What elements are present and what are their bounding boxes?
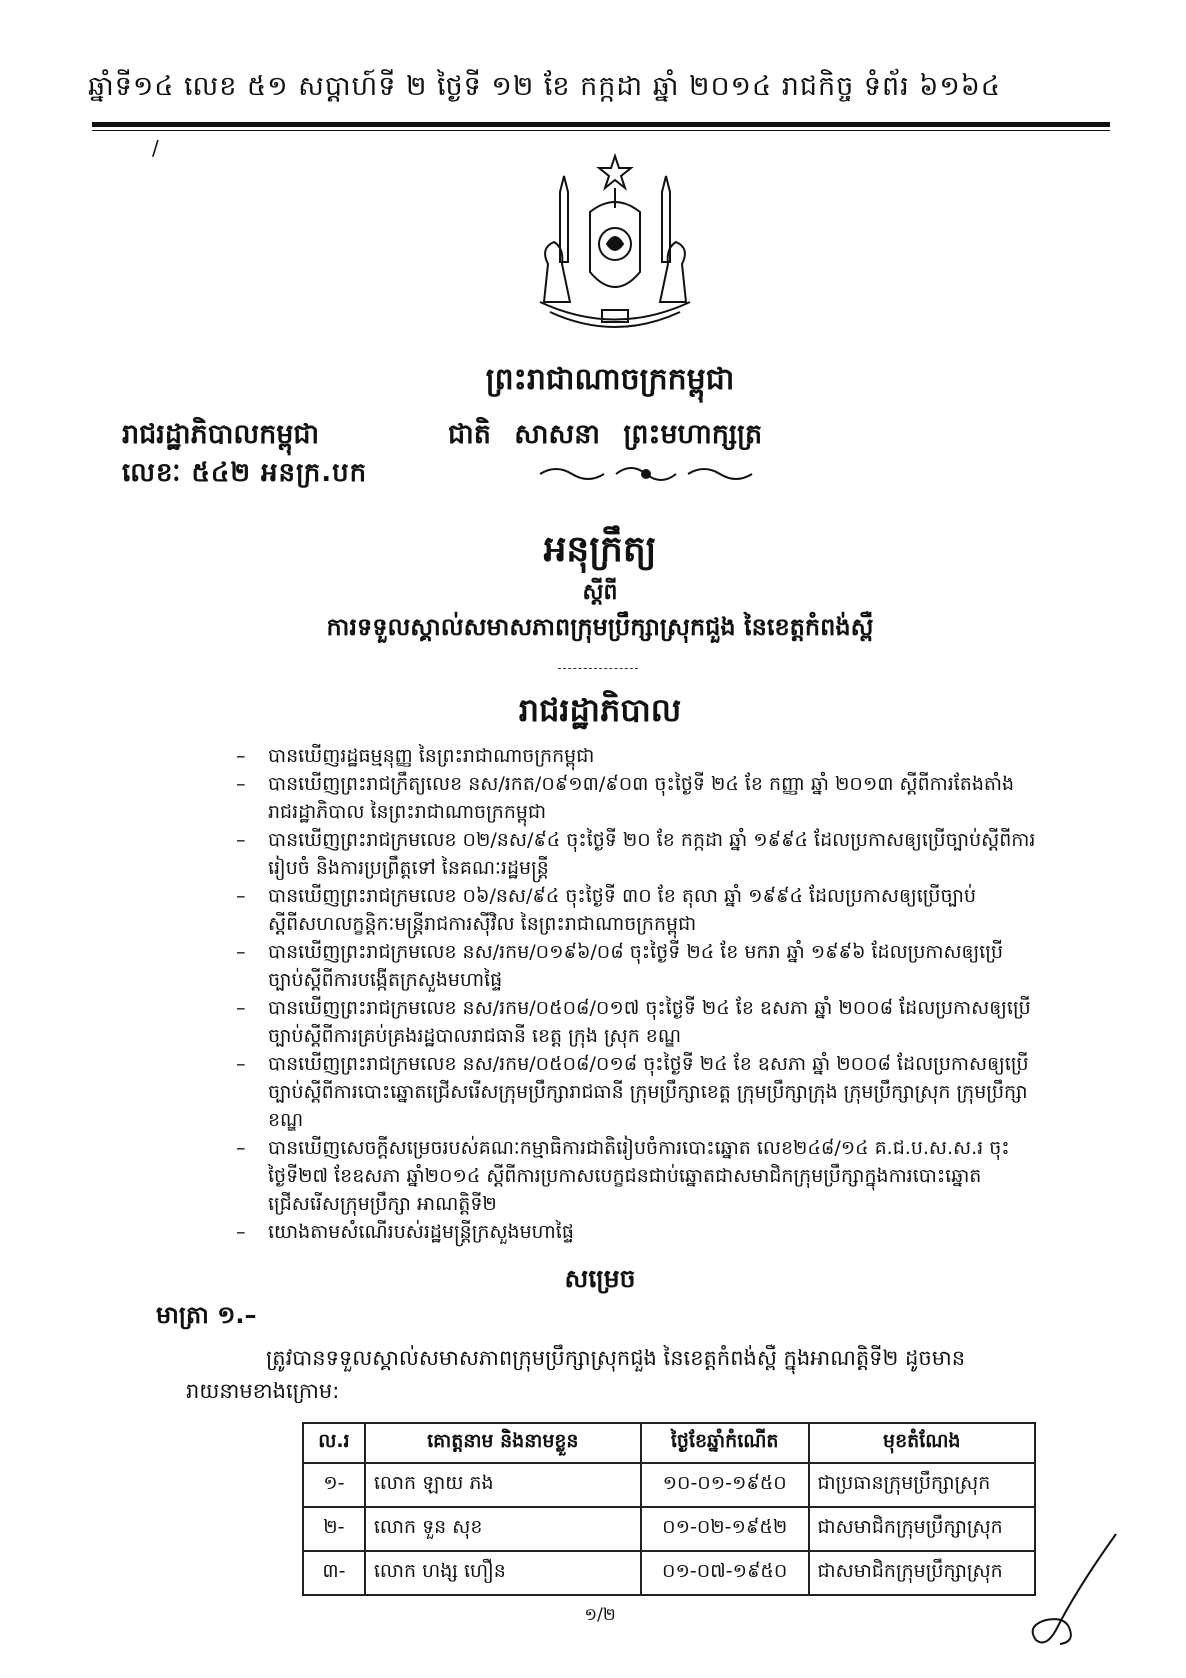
member-position: ជាសមាជិកក្រុមប្រឹក្សាស្រុក (809, 1551, 1035, 1595)
member-dob: ១០-០១-១៩៥០ (641, 1463, 809, 1507)
recitals-list (236, 742, 1036, 1246)
recital-text: យោងតាមសំណើរបស់រដ្ឋមន្ត្រីក្រសួងមហាផ្ទៃ (268, 1221, 574, 1243)
national-motto: ជាតិ សាសនា ព្រះមហាក្សត្រ (448, 419, 763, 450)
recital-text: បានឃើញព្រះរាជក្រមលេខ នស/រកម/០៥០៨/០១៧ ចុះថ្ងៃទី ២៤ ខែ ឧសភា ឆ្នាំ ២០០៨ ដែលប្រកាសឲ្យប្រើច្បាប់ស្តីពីការគ្រប់គ្រងរដ្ឋបាលរាជធានី ខេត្ត ក្រុង ស្រុក ខណ្ឌ (268, 997, 1031, 1047)
handwritten-signature (1016, 1530, 1126, 1650)
document-subject: ការទទួលស្គាល់សមាសភាពក្រុមប្រឹក្សាស្រុកជួង នៃខេត្តកំពង់ស្ពឺ (326, 613, 874, 641)
kingdom-title: ព្រះរាជាណាចក្រកម្ពុជា (485, 362, 735, 397)
article-1-text: ត្រូវបានទទួលស្គាល់សមាសភាពក្រុមប្រឹក្សាស្រុកជួង នៃខេត្តកំពង់ស្ពឺ ក្នុងអាណត្តិទី២ ដូចមាន (266, 1346, 966, 1370)
reference-number: លេខៈ ៥៤២ អនក្រ.បក (122, 458, 368, 488)
subject-divider (558, 668, 638, 670)
recital-text: បានឃើញព្រះរាជក្រឹត្យលេខ នស/រកត/០៩១៣/៩០៣ ចុះថ្ងៃទី ២៤ ខែ កញ្ញា ឆ្នាំ ២០១៣ ស្តីពីការតែងតាំងរាជរដ្ឋាភិបាល នៃព្រះរាជាណាចក្រកម្ពុជា (268, 773, 1015, 823)
recital-text: បានឃើញសេចក្តីសម្រេចរបស់គណៈកម្មាធិការជាតិរៀបចំការបោះឆ្នោត លេខ២៤៨/១៤ គ.ជ.ប.ស.ស.រ ចុះថ្ងៃទី២៧ ខែឧសភា ឆ្នាំ២០១៤ ស្តីពីការប្រកាសបេក្ខជនជាប់ឆ្នោតជាសមាជិកក្រុមប្រឹក្សាក្នុងការបោះឆ្នោតជ្រើសរើសក្រុមប្រឹក្សា អាណត្តិទី២ (268, 1137, 1010, 1215)
recital-item (236, 826, 1036, 882)
col-header-name: គោត្តនាម និងនាមខ្លួន (365, 1423, 641, 1463)
member-number: ១- (303, 1463, 365, 1507)
recital-item (236, 1134, 1036, 1218)
recital-bullet: – (236, 829, 246, 851)
article-1-text-continued: រាយនាមខាងក្រោម: (186, 1379, 340, 1403)
recital-item (236, 938, 1036, 994)
recital-item (236, 1218, 1036, 1246)
motto-ornament-divider (536, 462, 756, 484)
document-on-label: ស្តីពី (582, 580, 618, 605)
recital-bullet: – (236, 745, 246, 767)
member-name: លោក ហង្ស ហឿន (365, 1551, 641, 1595)
member-dob: ០១-០៧-១៩៥០ (641, 1551, 809, 1595)
recital-bullet: – (236, 941, 246, 963)
header-rule-thick (92, 122, 1110, 127)
recital-item (236, 994, 1036, 1050)
gazette-header: ឆ្នាំទី១៤ លេខ ៥១ សប្តាហ៍ទី ២ ថ្ងៃទី ១២ ខែ កក្កដា ឆ្នាំ ២០១៤ រាជកិច្ច ទំព័រ ៦១៦៤ (88, 71, 1002, 102)
recital-bullet: – (236, 1137, 246, 1159)
recital-text: បានឃើញព្រះរាជក្រមលេខ នស/រកម/០៥០៨/០១៨ ចុះថ្ងៃទី ២៤ ខែ ឧសភា ឆ្នាំ ២០០៨ ដែលប្រកាសឲ្យប្រើច្បាប់ស្តីពីការបោះឆ្នោតជ្រើសរើសក្រុមប្រឹក្សារាជធានី ក្រុមប្រឹក្សាខេត្ត ក្រុមប្រឹក្សាក្រុង ក្រុមប្រឹក្សាស្រុក ក្រុមប្រឹក្សាខណ្ឌ (268, 1053, 1029, 1131)
recital-bullet: – (236, 1053, 246, 1075)
table-header-row (303, 1423, 1035, 1463)
header-rule-thin (92, 130, 1110, 131)
issuer-heading: រាជរដ្ឋាភិបាល (518, 691, 682, 729)
recital-text: បានឃើញព្រះរាជក្រមលេខ នស/រកម/០១៩៦/០៨ ចុះថ្ងៃទី ២៤ ខែ មករា ឆ្នាំ ១៩៩៦ ដែលប្រកាសឲ្យប្រើច្បាប់ស្តីពីការបង្កើតក្រសួងមហាផ្ទៃ (268, 941, 1004, 991)
recital-bullet: – (236, 1221, 246, 1243)
recital-text: បានឃើញព្រះរាជក្រមលេខ ០២/នស/៩៤ ចុះថ្ងៃទី ២០ ខែ កក្កដា ឆ្នាំ ១៩៩៤ ដែលប្រកាសឲ្យប្រើច្បាប់ស្តីពីការរៀបចំ និងការប្រព្រឹត្តទៅ នៃគណៈរដ្ឋមន្ត្រី (268, 829, 1036, 879)
member-position: ជាសមាជិកក្រុមប្រឹក្សាស្រុក (809, 1507, 1035, 1551)
member-number: ៣- (303, 1551, 365, 1595)
member-name: លោក ឡាយ ភង (365, 1463, 641, 1507)
member-number: ២- (303, 1507, 365, 1551)
col-header-position: មុខតំណែង (809, 1423, 1035, 1463)
page-number: ១/២ (584, 1605, 616, 1625)
recital-text: បានឃើញរដ្ឋធម្មនុញ្ញ នៃព្រះរាជាណាចក្រកម្ពុជា (268, 745, 595, 767)
member-dob: ០១-០២-១៩៥២ (641, 1507, 809, 1551)
recital-item (236, 770, 1036, 826)
member-name: លោក ទួន សុខ (365, 1507, 641, 1551)
decision-heading: សម្រេច (564, 1264, 636, 1293)
col-header-dob: ថ្ងៃខែឆ្នាំកំណើត (641, 1423, 809, 1463)
issuing-government-label: រាជរដ្ឋាភិបាលកម្ពុជា (122, 419, 320, 450)
member-position: ជាប្រធានក្រុមប្រឹក្សាស្រុក (809, 1463, 1035, 1507)
table-row (303, 1463, 1035, 1507)
document-type-title: អនុក្រឹត្យ (543, 529, 657, 570)
royal-coat-of-arms-emblem (520, 152, 710, 342)
article-1-label: មាត្រា ១.– (156, 1301, 257, 1329)
recital-item (236, 1050, 1036, 1134)
table-row (303, 1507, 1035, 1551)
recital-item (236, 882, 1036, 938)
recital-bullet: – (236, 997, 246, 1019)
recital-text: បានឃើញព្រះរាជក្រមលេខ ០៦/នស/៩៤ ចុះថ្ងៃទី ៣០ ខែ តុលា ឆ្នាំ ១៩៩៤ ដែលប្រកាសឲ្យប្រើច្បាប់ស្តីពីសហលក្ខន្តិកៈមន្ត្រីរាជការស៊ីវិល នៃព្រះរាជាណាចក្រកម្ពុជា (268, 885, 977, 935)
recital-bullet: – (236, 773, 246, 795)
col-header-number: ល.រ (303, 1423, 365, 1463)
stray-mark: / (152, 136, 159, 160)
recital-item (236, 742, 1036, 770)
recital-bullet: – (236, 885, 246, 907)
table-row (303, 1551, 1035, 1595)
council-members-table (302, 1422, 1036, 1596)
